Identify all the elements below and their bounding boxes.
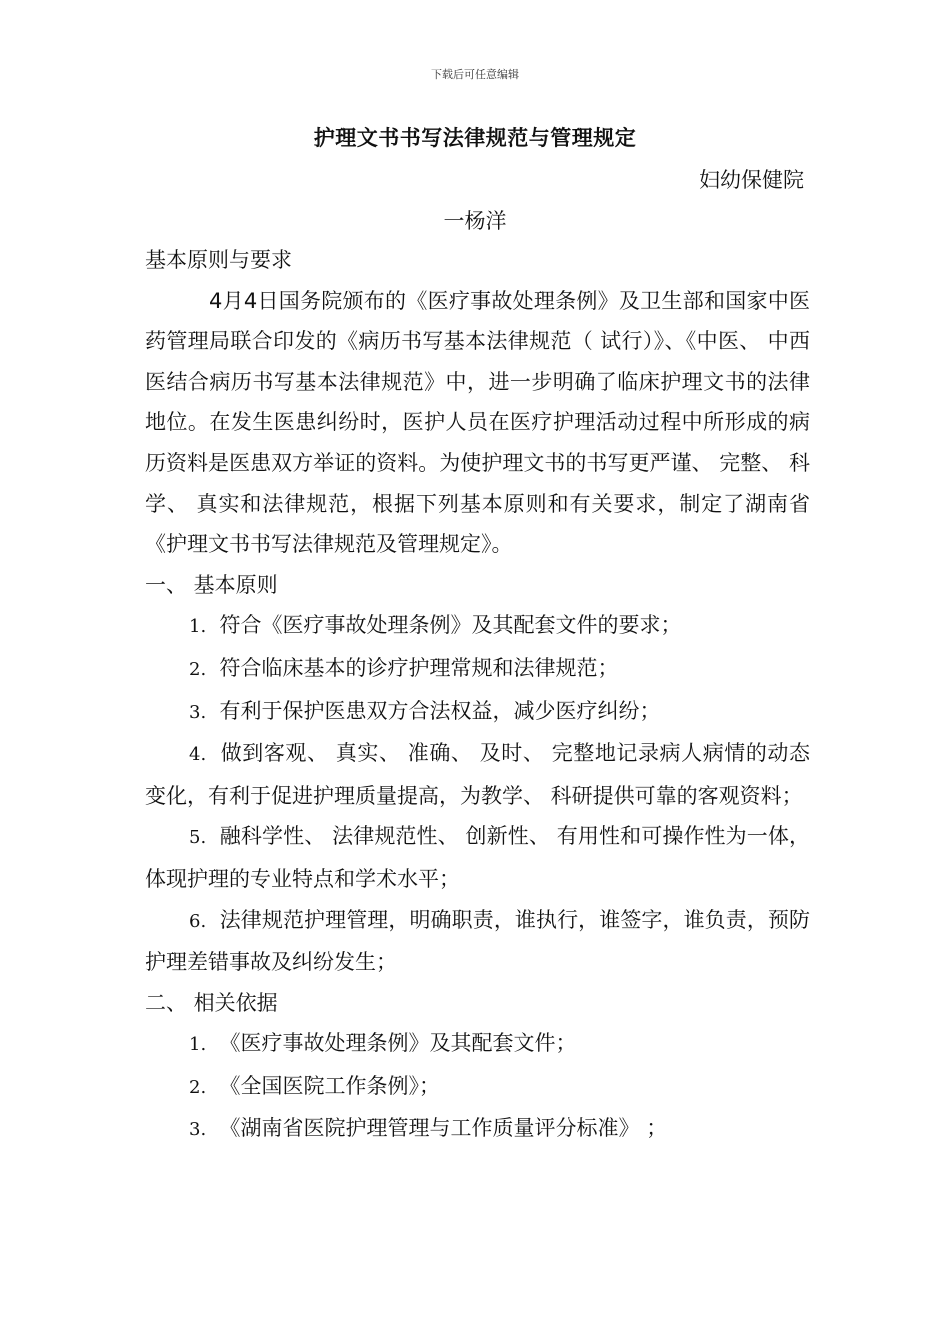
- item-number: 3.: [189, 1119, 207, 1141]
- item-text: 符合临床基本的诊疗护理常规和法律规范；: [219, 655, 619, 680]
- intro-heading: 基本原则与要求: [145, 248, 292, 272]
- section-heading-basis: 二、 相关依据: [145, 990, 278, 1015]
- section-heading-principles: 一、 基本原则: [145, 572, 278, 597]
- item-text: 《湖南省医院护理管理与工作质量评分标准》 ；: [219, 1116, 668, 1141]
- item-number: 3.: [189, 701, 207, 723]
- organization-name: 妇幼保健院: [699, 168, 804, 192]
- intro-paragraph: 4月4日国务院颁布的《医疗事故处理条例》及卫生部和国家中医药管理局联合印发的《病历书写基本法律规范（ 试行）》、《中医、 中西医结合病历书写基本法律规范》中，进一步明确了临床护理文书的法律地位。在发生医患纠纷时，医护人员在医疗护理活动过程中所形成的病历资料是医患双方举证的资料。为使护理文书的书写更严谨、 完整、 科学、 真实和法律规范，根据下列基本原则和有关要求，制定了湖南省《护理文书书写法律规范及管理规定》。: [145, 288, 810, 557]
- principle-item: [145, 605, 810, 648]
- basis-item: [145, 1066, 810, 1109]
- item-number: 2.: [189, 1076, 207, 1098]
- principle-item: [145, 816, 810, 899]
- item-text: 《医疗事故处理条例》及其配套文件；: [219, 1031, 577, 1056]
- item-number: 5.: [189, 827, 207, 849]
- item-number: 4.: [189, 744, 207, 766]
- document-title: 护理文书书写法律规范与管理规定: [313, 126, 637, 150]
- basis-item: [145, 1108, 810, 1151]
- item-text: 融科学性、 法律规范性、 创新性、 有用性和可操作性为一体，体现护理的专业特点和学术水平；: [145, 824, 810, 891]
- principle-item: [145, 733, 810, 816]
- principle-item: [145, 648, 810, 691]
- principle-item: [145, 691, 810, 734]
- item-text: 符合《医疗事故处理条例》及其配套文件的要求；: [219, 613, 682, 638]
- item-text: 法律规范护理管理，明确职责，谁执行，谁签字，谁负责，预防护理差错事故及纠纷发生；: [145, 907, 811, 975]
- item-number: 1.: [189, 616, 207, 638]
- basis-item: [145, 1023, 810, 1066]
- item-text: 《全国医院工作条例》；: [219, 1073, 441, 1098]
- item-number: 1.: [189, 1034, 207, 1056]
- header-note: 下载后可任意编辑: [431, 68, 519, 81]
- item-number: 6.: [189, 910, 207, 932]
- item-text: 有利于保护医患双方合法权益，减少医疗纠纷；: [219, 698, 661, 723]
- item-number: 2.: [189, 658, 207, 680]
- document-body: [145, 240, 810, 1151]
- author-name: 一杨洋: [443, 209, 507, 233]
- item-text: 做到客观、 真实、 准确、 及时、 完整地记录病人病情的动态变化，有利于促进护理质量提高，为教学、 科研提供可靠的客观资料；: [145, 741, 810, 808]
- principle-item: [145, 900, 810, 983]
